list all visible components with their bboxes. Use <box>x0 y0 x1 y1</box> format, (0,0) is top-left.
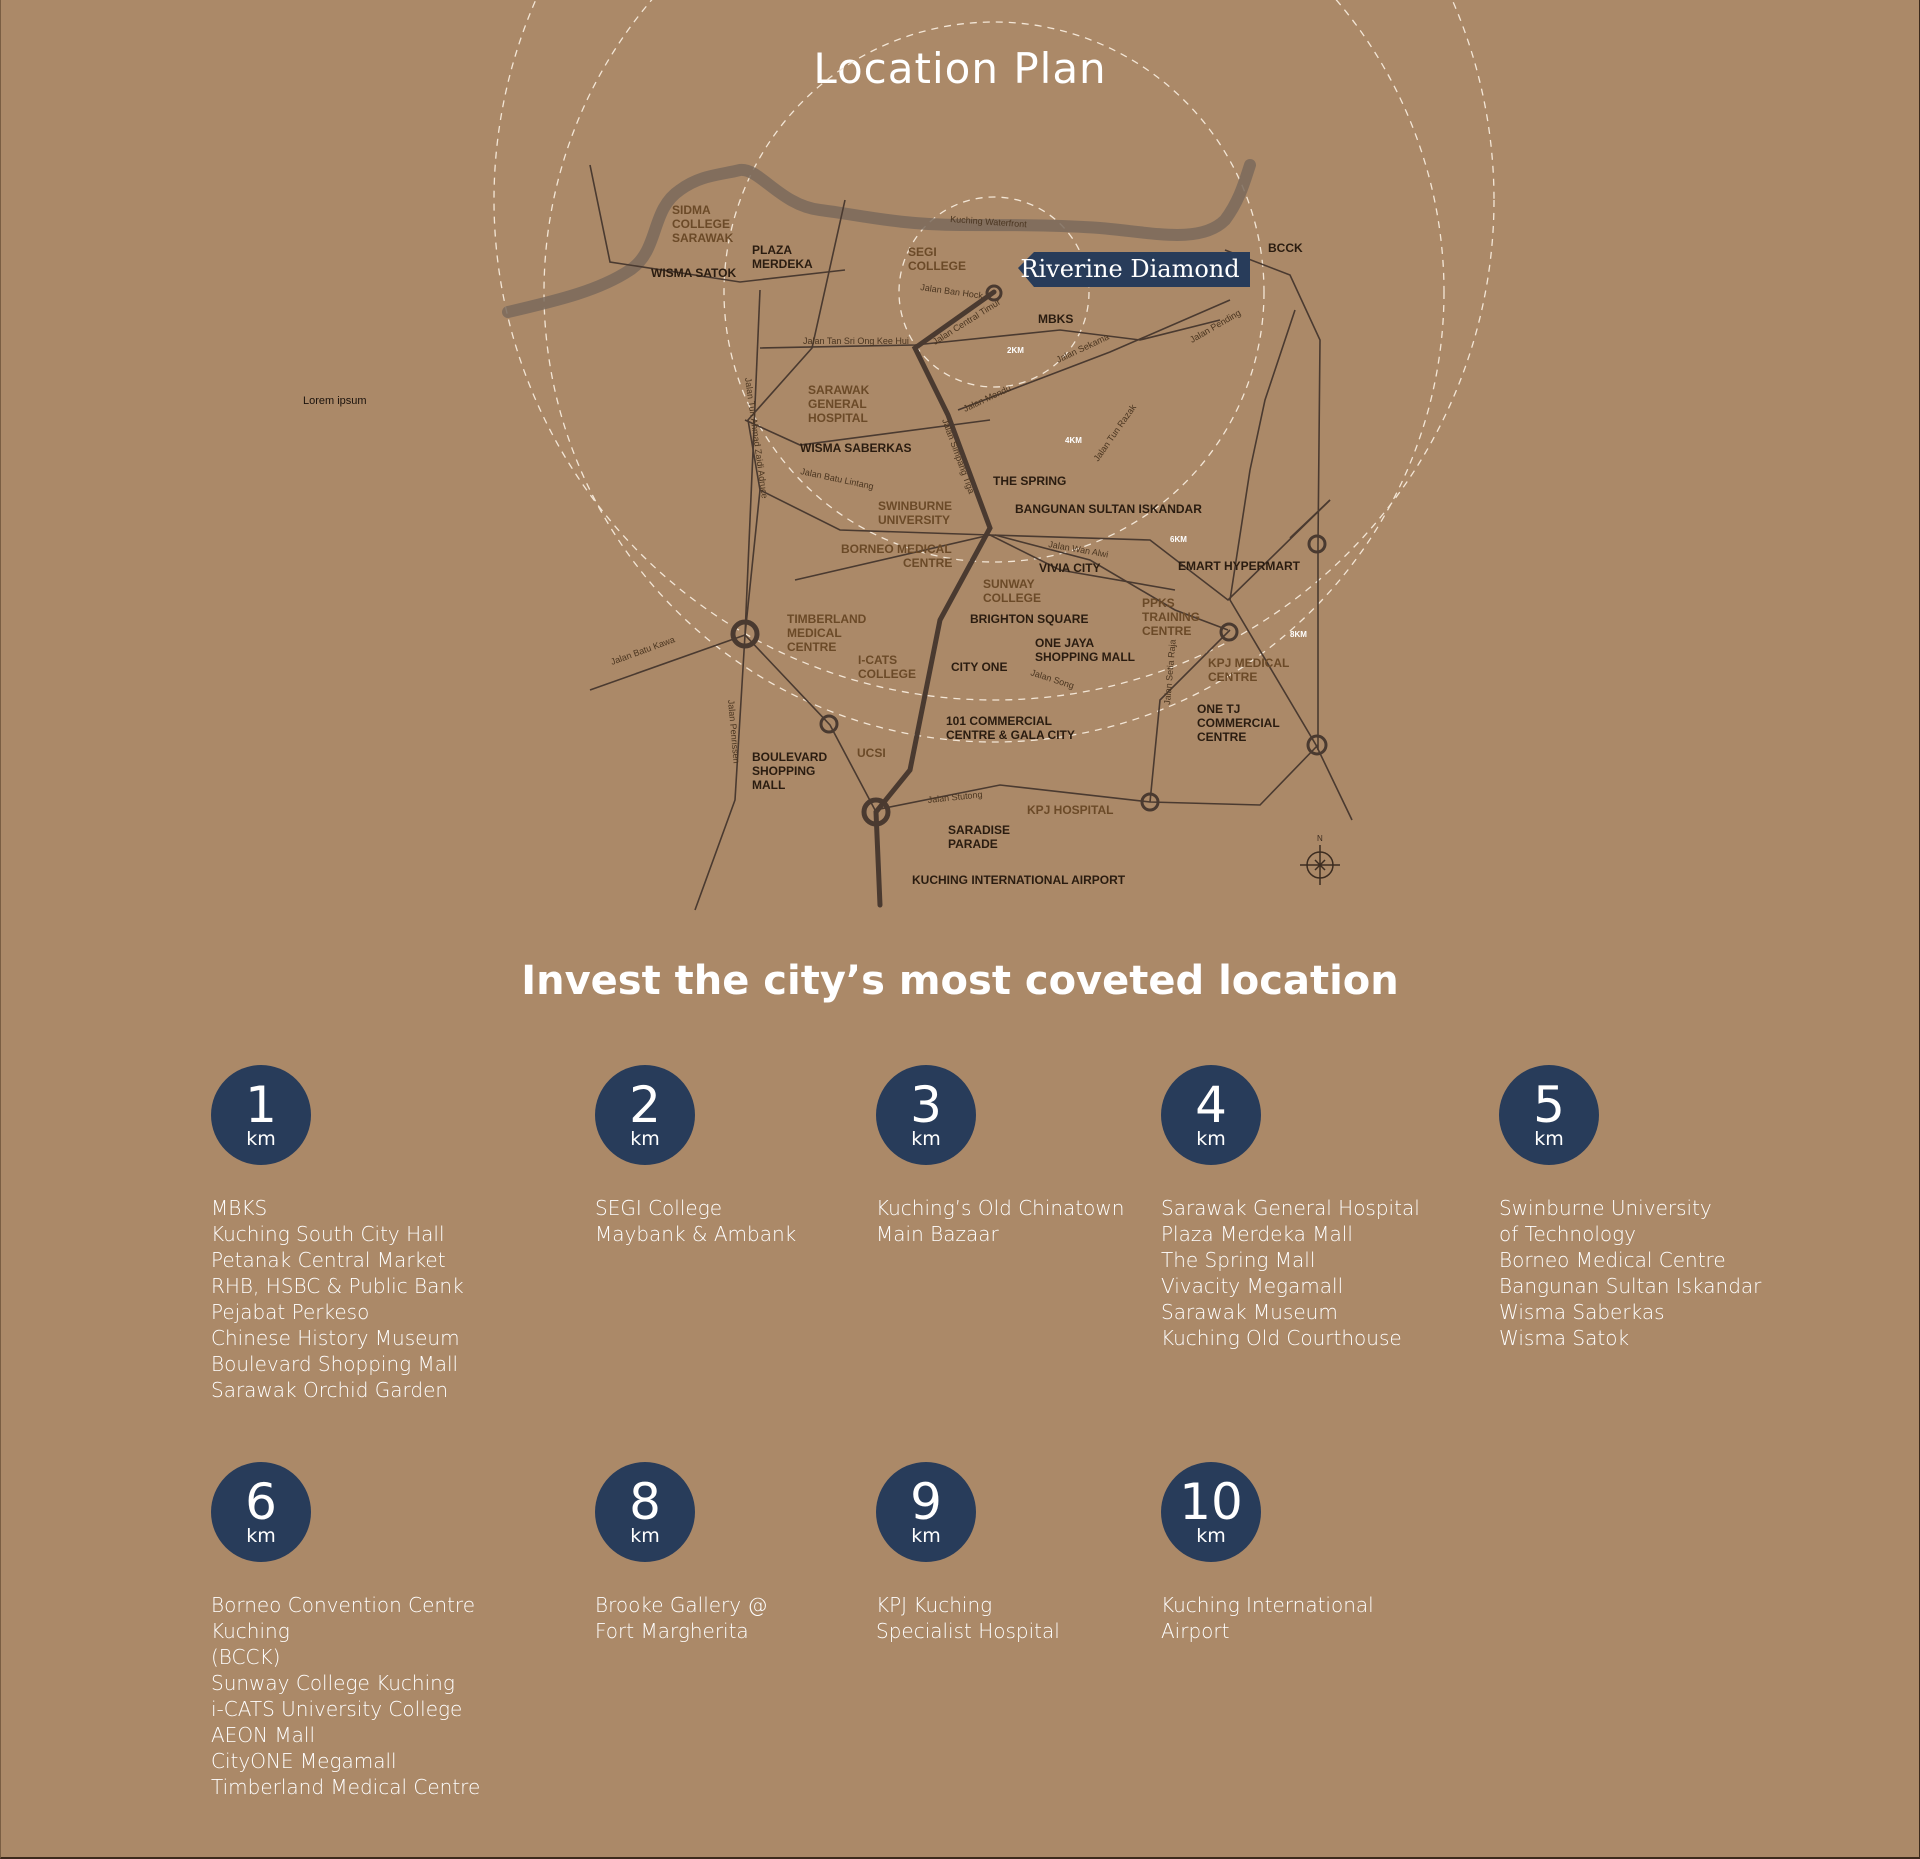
map-label: ONE TJ <box>1197 702 1241 716</box>
place-list <box>1161 1195 1501 1351</box>
place-item: SEGI College <box>595 1196 723 1220</box>
road-label: Jalan Simpang Tiga <box>940 417 977 495</box>
map-label: SIDMA <box>672 203 711 217</box>
place-item: (BCCK) <box>211 1645 281 1669</box>
map-label: VIVIA CITY <box>1039 561 1101 575</box>
place-item: Borneo Convention Centre Kuching <box>211 1593 476 1643</box>
place-item: Kuching International <box>1161 1593 1374 1617</box>
distance-unit: km <box>246 1128 276 1150</box>
map-label: SARAWAK <box>672 231 734 245</box>
map-label: HOSPITAL <box>808 411 868 425</box>
distance-number: 4 <box>1195 1076 1227 1134</box>
distance-group-6 <box>211 1462 551 1800</box>
place-item: Swinburne University <box>1499 1196 1712 1220</box>
map-label: CENTRE <box>787 640 837 654</box>
map-label: MEDICAL <box>787 626 842 640</box>
distance-unit: km <box>246 1525 276 1547</box>
place-item: Plaza Merdeka Mall <box>1161 1222 1353 1246</box>
map-label: BOULEVARD <box>752 750 828 764</box>
map-label: SHOPPING <box>752 764 816 778</box>
map-label: COLLEGE <box>908 259 967 273</box>
distance-badge <box>211 1462 311 1562</box>
place-item: Maybank & Ambank <box>595 1222 797 1246</box>
distance-badge <box>876 1462 976 1562</box>
place-item: Vivacity Megamall <box>1161 1274 1344 1298</box>
distance-unit: km <box>630 1128 660 1150</box>
map-label: SARADISE <box>948 823 1011 837</box>
distance-unit: km <box>911 1525 941 1547</box>
map-label: SARAWAK <box>808 383 870 397</box>
place-item: Pejabat Perkeso <box>211 1300 370 1324</box>
map-label: COLLEGE <box>672 217 731 231</box>
place-item: Timberland Medical Centre <box>211 1775 481 1799</box>
distance-unit: km <box>1534 1128 1564 1150</box>
compass-north-label: N <box>1317 834 1323 843</box>
place-item: Chinese History Museum <box>211 1326 460 1350</box>
map-label: TIMBERLAND <box>787 612 867 626</box>
distance-number: 3 <box>910 1076 942 1134</box>
map-label: WISMA SATOK <box>651 266 737 280</box>
place-item: Main Bazaar <box>876 1222 999 1246</box>
riverine-diamond-label: Riverine Diamond <box>1020 255 1240 283</box>
map-label: CENTRE <box>1208 670 1258 684</box>
map-label: THE SPRING <box>993 474 1067 488</box>
distance-group-5 <box>1499 1065 1839 1351</box>
place-item: CityONE Megamall <box>211 1749 397 1773</box>
km-label-8: 8KM <box>1290 630 1307 639</box>
map-label-airport: KUCHING INTERNATIONAL AIRPORT <box>912 873 1126 887</box>
place-list <box>1499 1195 1839 1351</box>
interchange-emart <box>1309 536 1325 552</box>
km-label-6: 6KM <box>1170 535 1187 544</box>
place-list <box>211 1195 551 1403</box>
distance-number: 2 <box>629 1076 661 1134</box>
km-label-4: 4KM <box>1065 436 1082 445</box>
place-item: Sarawak Orchid Garden <box>211 1378 449 1402</box>
map-label: I-CATS <box>858 653 898 667</box>
map-label: MALL <box>752 778 786 792</box>
map-label: COMMERCIAL <box>1197 716 1280 730</box>
distance-number: 10 <box>1179 1473 1243 1531</box>
place-item: Airport <box>1161 1619 1230 1643</box>
road-label: Jalan Central Timur <box>930 296 1003 347</box>
map-label: SEGI <box>908 245 937 259</box>
place-item: AEON Mall <box>211 1723 316 1747</box>
distance-number: 8 <box>629 1473 661 1531</box>
map-label: SUNWAY <box>983 577 1035 591</box>
place-item: Sarawak General Hospital <box>1161 1196 1420 1220</box>
place-item: Specialist Hospital <box>876 1619 1060 1643</box>
distance-badge <box>1499 1065 1599 1165</box>
place-item: RHB, HSBC & Public Bank <box>211 1274 464 1298</box>
map-label: CENTRE <box>1142 624 1192 638</box>
map-label: BORNEO MEDICAL <box>841 542 952 556</box>
riverine-diamond-tag <box>1018 252 1250 287</box>
distance-badge <box>876 1065 976 1165</box>
map-label: UNIVERSITY <box>878 513 951 527</box>
place-item: Sunway College Kuching <box>211 1671 455 1695</box>
distance-badge <box>595 1462 695 1562</box>
distance-unit: km <box>911 1128 941 1150</box>
distance-number: 9 <box>910 1473 942 1531</box>
distance-unit: km <box>630 1525 660 1547</box>
map-label: CENTRE & GALA CITY <box>946 728 1075 742</box>
map-label: TRAINING <box>1142 610 1200 624</box>
road-label: Jalan Tun Ahmad Zaidi Adruce <box>743 376 770 500</box>
page-title: Location Plan <box>813 44 1107 93</box>
section-headline: Invest the city’s most coveted location <box>521 958 1399 1004</box>
distance-group-10 <box>1161 1462 1501 1644</box>
distance-number: 5 <box>1533 1076 1565 1134</box>
place-item: i-CATS University College <box>211 1697 463 1721</box>
road-label: Jalan Wan Alwi <box>1047 539 1110 560</box>
lorem-text: Lorem ipsum <box>303 395 367 407</box>
place-list <box>211 1592 551 1800</box>
place-item: Wisma Satok <box>1499 1326 1630 1350</box>
place-item: of Technology <box>1499 1222 1636 1246</box>
road-label: Jalan Sekama <box>1054 331 1111 365</box>
location-map <box>0 0 1920 920</box>
distance-group-1 <box>211 1065 551 1403</box>
map-label: BRIGHTON SQUARE <box>970 612 1089 626</box>
compass-icon <box>1300 834 1340 885</box>
place-item: Bangunan Sultan Iskandar <box>1499 1274 1762 1298</box>
distance-badge <box>1161 1462 1261 1562</box>
place-list <box>1161 1592 1501 1644</box>
road-label: Jalan Pending <box>1188 307 1243 345</box>
map-label: MBKS <box>1038 312 1074 326</box>
km-label-2: 2KM <box>1007 346 1024 355</box>
road-label: Jalan Tan Sri Ong Kee Hui <box>803 336 909 346</box>
map-label: CENTRE <box>903 556 953 570</box>
map-label: GENERAL <box>808 397 867 411</box>
map-label: MERDEKA <box>752 257 813 271</box>
road-label: Kuching Waterfront <box>949 214 1028 230</box>
map-label: EMART HYPERMART <box>1178 559 1300 573</box>
road-label: Jalan Setia Raja <box>1162 639 1178 706</box>
map-label: WISMA SABERKAS <box>800 441 912 455</box>
road-label: Jalan Mendu <box>961 382 1013 414</box>
road-label: Jalan Song <box>1029 667 1076 691</box>
road-label: Jalan Batu Lintang <box>799 466 875 492</box>
distance-number: 6 <box>245 1473 277 1531</box>
road-label: Jalan Ban Hock <box>919 282 984 301</box>
distance-rings <box>494 0 1494 742</box>
road-label: Jalan Batu Kawa <box>609 634 677 667</box>
map-label: PPKS <box>1142 596 1175 610</box>
map-label: PLAZA <box>752 243 792 257</box>
place-item: Kuching South City Hall <box>211 1222 445 1246</box>
river <box>508 165 1250 312</box>
main-highway <box>876 292 994 905</box>
map-svg <box>0 0 1920 920</box>
ring-6km <box>544 0 1444 742</box>
map-label: KPJ HOSPITAL <box>1027 803 1114 817</box>
distance-badge <box>1161 1065 1261 1165</box>
place-item: The Spring Mall <box>1161 1248 1316 1272</box>
place-item: Fort Margherita <box>595 1619 749 1643</box>
map-label: SWINBURNE <box>878 499 952 513</box>
place-item: Brooke Gallery @ <box>595 1593 768 1617</box>
place-item: Sarawak Museum <box>1161 1300 1338 1324</box>
distance-number: 1 <box>245 1076 277 1134</box>
map-label: PARADE <box>948 837 998 851</box>
map-label: COLLEGE <box>858 667 917 681</box>
map-label: BANGUNAN SULTAN ISKANDAR <box>1015 502 1202 516</box>
place-item: Boulevard Shopping Mall <box>211 1352 459 1376</box>
distance-badge <box>595 1065 695 1165</box>
map-label: COLLEGE <box>983 591 1042 605</box>
map-label: KPJ MEDICAL <box>1208 656 1290 670</box>
distance-unit: km <box>1196 1525 1226 1547</box>
road-label: Jalan Tun Razak <box>1091 402 1139 464</box>
place-item: Wisma Saberkas <box>1499 1300 1665 1324</box>
map-label: BCCK <box>1268 241 1303 255</box>
place-item: Petanak Central Market <box>211 1248 446 1272</box>
place-item: KPJ Kuching <box>876 1593 993 1617</box>
place-item: Kuching Old Courthouse <box>1161 1326 1402 1350</box>
distance-unit: km <box>1196 1128 1226 1150</box>
map-label: UCSI <box>857 746 886 760</box>
road-label: Jalan Stutong <box>927 789 983 805</box>
map-label: ONE JAYA <box>1035 636 1095 650</box>
place-item: Borneo Medical Centre <box>1499 1248 1726 1272</box>
map-label: 101 COMMERCIAL <box>946 714 1053 728</box>
place-item: Kuching’s Old Chinatown <box>876 1196 1125 1220</box>
map-label: CITY ONE <box>951 660 1008 674</box>
distance-group-4 <box>1161 1065 1501 1351</box>
distance-badge <box>211 1065 311 1165</box>
place-item: MBKS <box>211 1196 268 1220</box>
road-label: Jalan Penrissen <box>726 699 742 764</box>
map-label: CENTRE <box>1197 730 1247 744</box>
map-label: SHOPPING MALL <box>1035 650 1136 664</box>
